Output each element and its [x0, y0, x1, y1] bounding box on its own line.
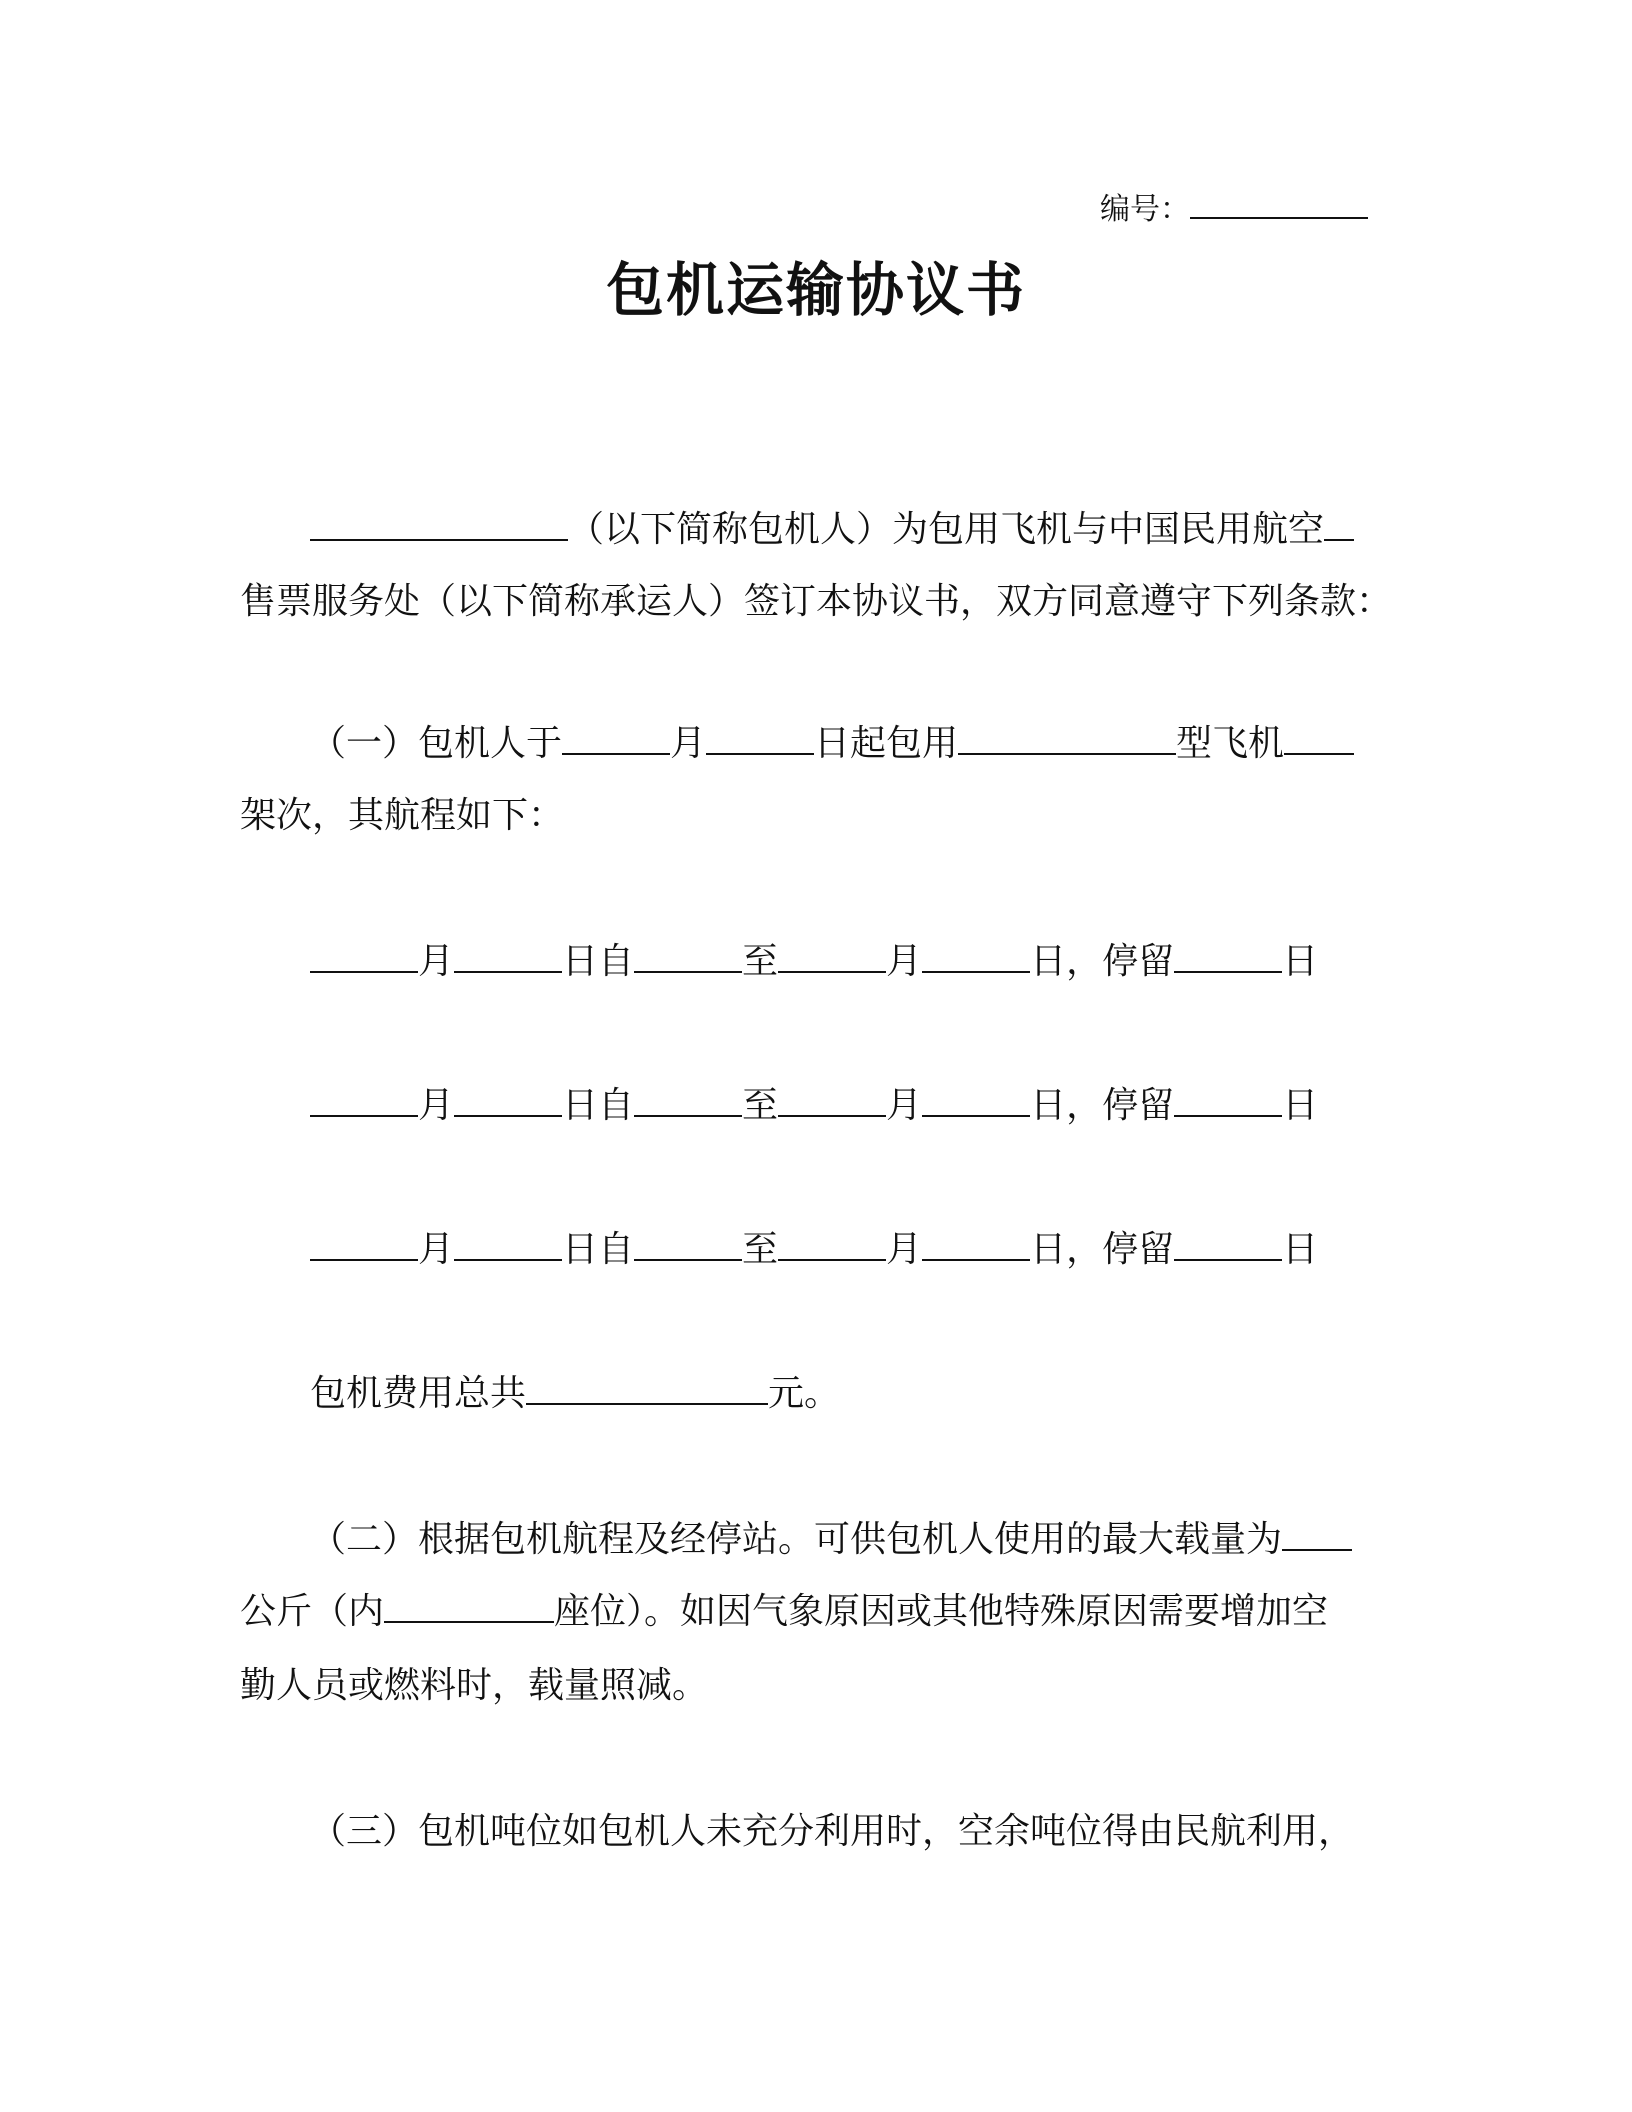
clause-1-line-2: 架次，其航程如下： — [240, 795, 565, 836]
document-number-label: 编号： — [1100, 192, 1190, 227]
itinerary-1-origin-blank[interactable] — [634, 941, 742, 973]
total-cost-blank[interactable] — [526, 1373, 768, 1405]
flight-count-blank[interactable] — [1284, 723, 1354, 755]
total-cost-line: 包机费用总共 元。 — [310, 1373, 841, 1414]
clause-2-line-1: （二）根据包机航程及经停站。可供包机人使用的最大载量为 — [240, 1516, 1380, 1564]
itinerary-3-destination-blank[interactable] — [778, 1229, 886, 1261]
itinerary-2-day-blank[interactable] — [454, 1085, 562, 1117]
itinerary-2-origin-blank[interactable] — [634, 1085, 742, 1117]
document-title: 包机运输协议书 — [605, 256, 1026, 324]
aircraft-type-blank[interactable] — [958, 723, 1176, 755]
itinerary-3-origin-blank[interactable] — [634, 1229, 742, 1261]
clause-2-line-2: 公斤（内 座位）。如因气象原因或其他特殊原因需要增加空 — [240, 1591, 1329, 1632]
itinerary-2-destination-blank[interactable] — [778, 1085, 886, 1117]
itinerary-3-stay-blank[interactable] — [1174, 1229, 1282, 1261]
airline-branch-blank[interactable] — [1324, 509, 1354, 541]
itinerary-1-destination-blank[interactable] — [778, 941, 886, 973]
start-day-blank[interactable] — [706, 723, 814, 755]
itinerary-row-2: 月 日自 至 月 日，停留 日 — [240, 1082, 1380, 1130]
itinerary-3-arrive-day-blank[interactable] — [922, 1229, 1030, 1261]
start-month-blank[interactable] — [562, 723, 670, 755]
itinerary-1-arrive-day-blank[interactable] — [922, 941, 1030, 973]
intro-line-2: 售票服务处（以下简称承运人）签订本协议书，双方同意遵守下列条款： — [240, 581, 1393, 622]
intro-line-1: （以下简称包机人）为包用飞机与中国民用航空 — [240, 506, 1380, 554]
clause-2-line-3: 勤人员或燃料时，载量照减。 — [240, 1665, 709, 1706]
itinerary-2-arrive-day-blank[interactable] — [922, 1085, 1030, 1117]
seat-count-blank[interactable] — [384, 1591, 554, 1623]
itinerary-2-stay-blank[interactable] — [1174, 1085, 1282, 1117]
document-number — [1100, 190, 1380, 230]
itinerary-1-day-blank[interactable] — [454, 941, 562, 973]
itinerary-row-3: 月 日自 至 月 日，停留 日 — [240, 1226, 1380, 1274]
itinerary-3-day-blank[interactable] — [454, 1229, 562, 1261]
charterer-name-blank[interactable] — [310, 509, 568, 541]
itinerary-3-month-blank[interactable] — [310, 1229, 418, 1261]
itinerary-1-month-blank[interactable] — [310, 941, 418, 973]
clause-3-line-1: （三）包机吨位如包机人未充分利用时，空余吨位得由民航利用， — [310, 1811, 1355, 1852]
itinerary-row-1: 月 日自 至 月 日，停留 日 — [240, 938, 1380, 986]
max-payload-blank[interactable] — [1282, 1519, 1352, 1551]
itinerary-1-stay-blank[interactable] — [1174, 941, 1282, 973]
document-number-blank[interactable] — [1190, 191, 1368, 219]
itinerary-2-month-blank[interactable] — [310, 1085, 418, 1117]
clause-1-line-1: （一）包机人于 月 日起包用 型飞机 — [240, 720, 1380, 768]
